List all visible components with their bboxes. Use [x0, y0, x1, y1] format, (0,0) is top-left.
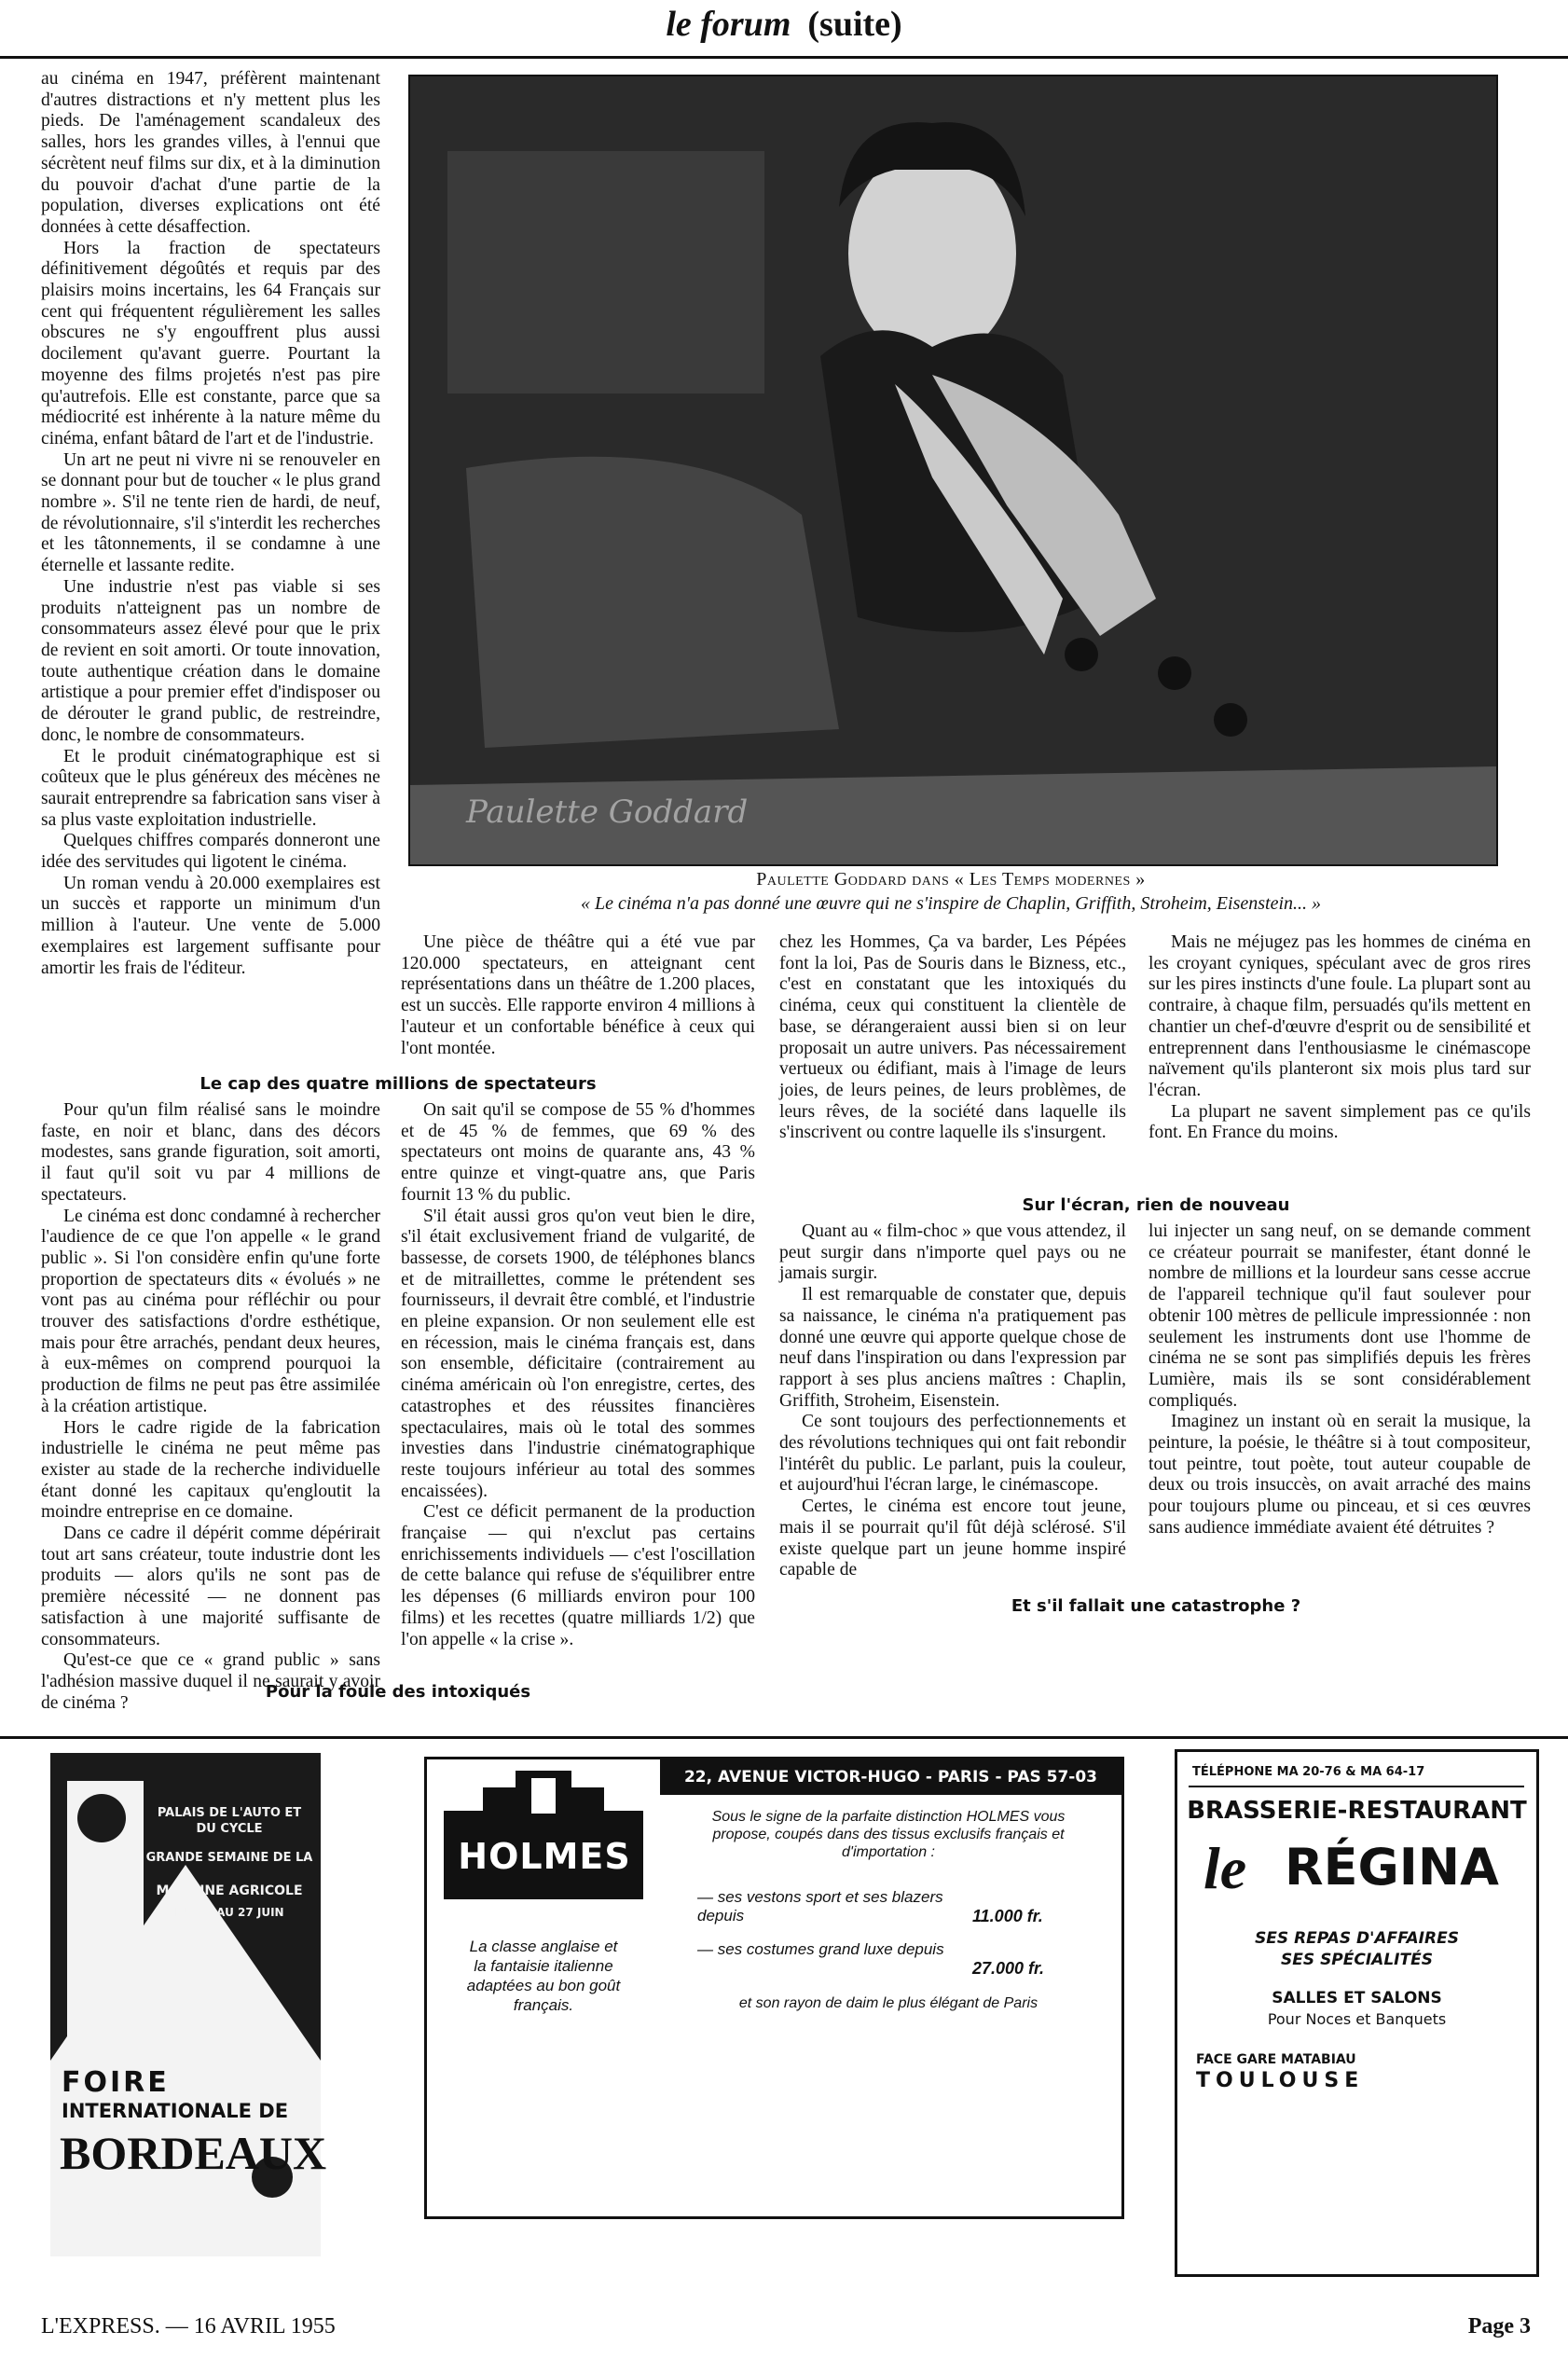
photo-caption-title: Paulette Goddard dans « Les Temps modernes » [756, 869, 1146, 890]
ad-holmes-address: 22, AVENUE VICTOR-HUGO - PARIS - PAS 57-03 [660, 1759, 1121, 1795]
col1b-paragraph: Le cinéma est donc condamné à rechercher l'audience de ce que l'on appelle « le grand public ». Si l'on considère enfin qu'une forte proportion de spectateurs dits « évolués » ne vont pas au cinéma pour réfléchir ou pour trouver des satisfactions d'ordre esthétique, mais pour être arrachés, pendant deux heures, à eux-mêmes on comprend pourquoi la production de films ne peut pas être assimilée à la création artistique. [41, 1206, 380, 1416]
photo-caption-quote: « Le cinéma n'a pas donné une œuvre qui ne s'inspire de Chaplin, Griffith, Stroheim, Eisenstein... » [580, 893, 1322, 914]
ad-holmes-item-3: et son rayon de daim le plus élégant de Paris [738, 1995, 1038, 2011]
col4b-paragraph: lui injecter un sang neuf, on se demande comment ce créateur pourrait se manifester, étant donné le nombre de millions et la lourdeur sans cesse accrue de l'appareil technique qu'il faut soulever pour obtenir 100 mètres de pellicule impressionnée : non seulement les instruments dont use l'homme de cinéma ne se sont pas simplifiés depuis les frères Lumière, mais ils se sont considérablement compliqués. [1148, 1221, 1531, 1411]
col2-paragraph: Une pièce de théâtre qui a été vue par 120.000 spectateurs, en atteignant cent représentations dans un théâtre de 1.200 places, est un succès. Elle rapporte environ 4 millions à l'auteur et un confortable bénéfice à ceux qui l'ont montée. [401, 932, 755, 1058]
ad-holmes [424, 1757, 1124, 2219]
column-2-b [401, 1100, 755, 1650]
footer-page-number: Page 3 [1467, 2314, 1531, 2338]
ad-regina-spec: SES SPÉCIALITÉS [1281, 1951, 1433, 1969]
photo-drawing [410, 76, 1496, 864]
subheading-catastrophe: Et s'il fallait une catastrophe ? [1011, 1596, 1301, 1616]
ad-holmes-brand: HOLMES [458, 1836, 631, 1877]
ad-regina-repas: SES REPAS D'AFFAIRES [1255, 1929, 1459, 1948]
ad-holmes-left [427, 1759, 660, 2216]
ad-foire-dates: DU 12 AU 27 JUIN [78, 2210, 261, 2232]
header-rule [0, 56, 1568, 59]
col2b-paragraph: On sait qu'il se compose de 55 % d'hommes et de 45 % de femmes, que 69 % des spectateurs ont moins de quarante ans, 43 % entre quinze et vingt-quatre ans, que Paris fournit 13 % du public. [401, 1100, 755, 1205]
col1-paragraph: Un art ne peut ni vivre ni se renouveler en se donnant pour but de toucher « le plus grand nombre ». S'il ne tente rien de hardi, de neuf, de révolutionnaire, s'il s'interdit les recherches et les tâtonnements, il se condamne à une éternelle et lassante redite. [41, 449, 380, 576]
ad-regina-city: TOULOUSE [1196, 2069, 1365, 2092]
col1-paragraph: Une industrie n'est pas viable si ses produits n'atteignent pas un nombre de consommateurs assez élevé pour que le prix de revient en soit amorti. Or toute innovation, toute authentique création dans le domaine artistique a pour premier effet d'indisposer ou de dérouter le grand public, de restreindre, donc, le nombre de consommateurs. [41, 576, 380, 745]
film-still-photo [408, 75, 1498, 866]
col1-paragraph: Quelques chiffres comparés donneront une idée des servitudes qui ligotent le cinéma. [41, 831, 380, 873]
ad-holmes-slogan: La classe anglaise et la fantaisie italienne adaptées au bon goût français. [466, 1938, 621, 2014]
col1b-paragraph: Pour qu'un film réalisé sans le moindre faste, en noir et blanc, dans des décors modestes, sans grande figuration, soit amorti, il faut qu'il soit vu par 4 millions de spectateurs. [41, 1100, 380, 1205]
col4-paragraph: Mais ne méjugez pas les hommes de cinéma en les croyant cyniques, spéculant avec de gros rires sur les pires instincts d'une foule. La plupart sont au contraire, à chaque film, persuadés qu'ils mettent en chantier un chef-d'œuvre d'esprit ou de sensibilité et entreprennent dans l'enthousiasme le cinémascope naïvement qu'ils planteront six mois plus tard sur l'écran. [1148, 932, 1531, 1100]
col4b-paragraph: Imaginez un instant où en serait la musique, la peinture, la poésie, le théâtre si à tout compositeur, tout peintre, tout poète, tout auteur coupable de deux ou trois insuccès, on avait arraché des mains pour toujours plume ou pinceau, et si ces œuvres sans audience immédiate avaient été détruites ? [1148, 1412, 1531, 1538]
ad-regina-title: BRASSERIE-RESTAURANT [1187, 1797, 1527, 1825]
header-suite: (suite) [807, 5, 902, 44]
col1-paragraph: Hors la fraction de spectateurs définitivement dégoûtés et requis par des plaisirs moins incertains, les 64 Français sur cent qui fréquentent régulièrement les salles obscures ne s'y engouffrent plus aussi docilement qu'avant guerre. Pourtant la moyenne des films projetés n'est pas pire qu'autrefois. Elle est constante, parce que sa médiocrité est inhérente à la nature même du cinéma, enfant bâtard de l'art et de l'industrie. [41, 238, 380, 448]
section-ecran [779, 1186, 1533, 1224]
ad-foire-bordeaux-title: BORDEAUX [60, 2127, 327, 2179]
col2b-paragraph: C'est ce déficit permanent de la production française — qui n'exclut pas certains enrichissements individuels — c'est l'oscillation de cette balance qui refuse de s'équilibrer entre les dépenses (6 milliards environ pour 100 films) et les recettes (quatre milliards 1/2) que l'on appelle « la crise ». [401, 1502, 755, 1649]
column-3 [779, 932, 1126, 1144]
col1b-paragraph: Hors le cadre rigide de la fabrication industrielle le cinéma ne peut même pas exister au stade de la recherche individuelle étant donné les capitaux qu'engloutit la moindre entreprise en ce domaine. [41, 1417, 380, 1523]
page-header [0, 4, 1568, 45]
header-forum: le forum [666, 5, 791, 44]
col1-paragraph: Et le produit cinématographique est si coûteux que le plus généreux des mécènes ne saurait entreprendre sa fabrication sans viser à sa plus vaste exploitation industrielle. [41, 746, 380, 830]
footer-issue: L'EXPRESS. — 16 AVRIL 1955 [41, 2314, 336, 2338]
section-foule-heading [41, 1682, 755, 1717]
ad-foire-machine: MACHINE AGRICOLE [156, 1883, 303, 1898]
col3b-paragraph: Quant au « film-choc » que vous attendez, il peut surgir dans n'importe quel pays ou ne jamais surgir. [779, 1221, 1126, 1284]
ad-foire-palais: PALAIS DE L'AUTO ET DU CYCLE [157, 1806, 302, 1836]
subheading-ecran: Sur l'écran, rien de nouveau [1022, 1195, 1290, 1215]
column-4-b [1148, 1221, 1531, 1539]
ad-foire-word: FOIRE [62, 2066, 170, 2099]
ad-regina-noces: Pour Noces et Banquets [1267, 2010, 1447, 2028]
col4-paragraph: La plupart ne savent simplement pas ce qu'ils font. En France du moins. [1148, 1101, 1531, 1143]
column-2-top [401, 932, 755, 1059]
section-catastrophe [779, 1587, 1533, 1625]
ad-regina-tel: TÉLÉPHONE MA 20-76 & MA 64-17 [1192, 1765, 1425, 1779]
photo-signature: Paulette Goddard [466, 793, 749, 831]
column-1 [41, 69, 380, 979]
column-3-b [779, 1221, 1126, 1581]
ad-holmes-item-1: — ses vestons sport et ses blazers depuis [697, 1888, 943, 1924]
col3b-paragraph: Certes, le cinéma est encore tout jeune, mais il se pourrait qu'il fût déjà sclérosé. S'il existe quelque part un jeune homme inspiré capable de [779, 1497, 1126, 1580]
ad-foire-bordeaux [50, 1753, 327, 2256]
subheading-cap: Le cap des quatre millions de spectateurs [199, 1074, 597, 1094]
ad-holmes-price-2: 27.000 fr. [972, 1959, 1045, 1978]
subheading-foule: Pour la foule des intoxiqués [265, 1682, 531, 1702]
col2b-paragraph: S'il était aussi gros qu'on veut bien le dire, s'il était exclusivement friand de vulgarité, de bassesse, de corsets 1900, de téléphones blancs et de mitraillettes, comme le prétendent ses fournisseurs, il devrait être comblé, et l'industrie en pleine expansion. Or non seulement elle est en récession, mais le cinéma français est, dans son ensemble, déficitaire (contrairement au cinéma américain où l'on enregistre, certes, des catastrophes et des réussites financières spectaculaires, mais où le total des sommes investies dans l'industrie cinématographique reste toujours inférieur au total des sommes encaissées). [401, 1206, 755, 1501]
ads-rule [0, 1736, 1568, 1739]
column-1-b [41, 1100, 380, 1714]
ad-regina-salles: SALLES ET SALONS [1272, 1989, 1442, 2007]
ad-regina-face: FACE GARE MATABIAU [1196, 2052, 1356, 2067]
ad-foire-dates-machine: DU 19 AU 27 JUIN [174, 1906, 284, 1919]
ad-foire-intl: INTERNATIONALE DE [62, 2100, 289, 2122]
ad-foire-grande: GRANDE SEMAINE DE LA [145, 1851, 313, 1865]
ad-regina-name: RÉGINA [1285, 1838, 1499, 1897]
ad-holmes-intro: Sous le signe de la parfaite distinction HOLMES vous propose, coupés dans des tissus exclusifs français et d'importation : [711, 1809, 1066, 1860]
col1b-paragraph: Qu'est-ce que ce « grand public » sans l'adhésion massive duquel il ne saurait y avoir de cinéma ? [41, 1650, 380, 1713]
col3b-paragraph: Ce sont toujours des perfectionnements et des révolutions techniques qui ont fait rebondir l'intérêt du public. Le parlant, puis la couleur, et aujourd'hui l'écran large, le cinémascope. [779, 1412, 1126, 1496]
ad-holmes-price-1: 11.000 fr. [972, 1907, 1043, 1925]
ad-regina [1175, 1749, 1539, 2277]
col3-paragraph: chez les Hommes, Ça va barder, Les Pépées font la loi, Pas de Souris dans le Bizness, etc., c'est en constatant que les intoxiqués du cinéma, ceux qui constituent la clientèle de base, se dérangeraient aussi bien si on leur proposait un autre univers. Pas nécessairement vertueux ou édifiant, mais à l'image de leurs joies, de leurs peines, de leurs problèmes, de leurs rêves, de la société dans laquelle ils s'inscrivent ou contre laquelle ils s'insurgent. [779, 932, 1126, 1143]
col1-paragraph: Un roman vendu à 20.000 exemplaires est un succès et rapporte un minimum d'un million à l'auteur. Une vente de 5.000 exemplaires est largement suffisante pour amortir les frais de l'éditeur. [41, 873, 380, 978]
col3b-paragraph: Il est remarquable de constater que, depuis sa naissance, le cinéma n'a pratiquement pas donné une œuvre qui apporte quelque chose de neuf dans l'inspiration ou dans l'expression par rapport à ses plus anciens maîtres : Chaplin, Griffith, Stroheim, Eisenstein. [779, 1285, 1126, 1411]
ad-regina-rule [1189, 1786, 1524, 1787]
ad-holmes-item-2: — ses costumes grand luxe depuis [697, 1940, 944, 1958]
col1-paragraph: au cinéma en 1947, préfèrent maintenant d'autres distractions et n'y mettent plus les pieds. De l'aménagement scandaleux des salles, hors les grandes villes, à l'ennui que sécrètent neuf films sur dix, et à la diminution du pouvoir d'achat d'une partie de la population, diverses explications ont été données à cette désaffection. [41, 69, 380, 237]
section-cap [41, 1065, 755, 1103]
column-4 [1148, 932, 1531, 1144]
col1b-paragraph: Dans ce cadre il dépérit comme dépérirait tout art sans créateur, toute industrie dont les produits — alors qu'ils ne sont pas de première nécessité — ne donnent pas satisfaction à une majorité suffisante de consommateurs. [41, 1524, 380, 1649]
ad-regina-le: le [1204, 1835, 1247, 1901]
